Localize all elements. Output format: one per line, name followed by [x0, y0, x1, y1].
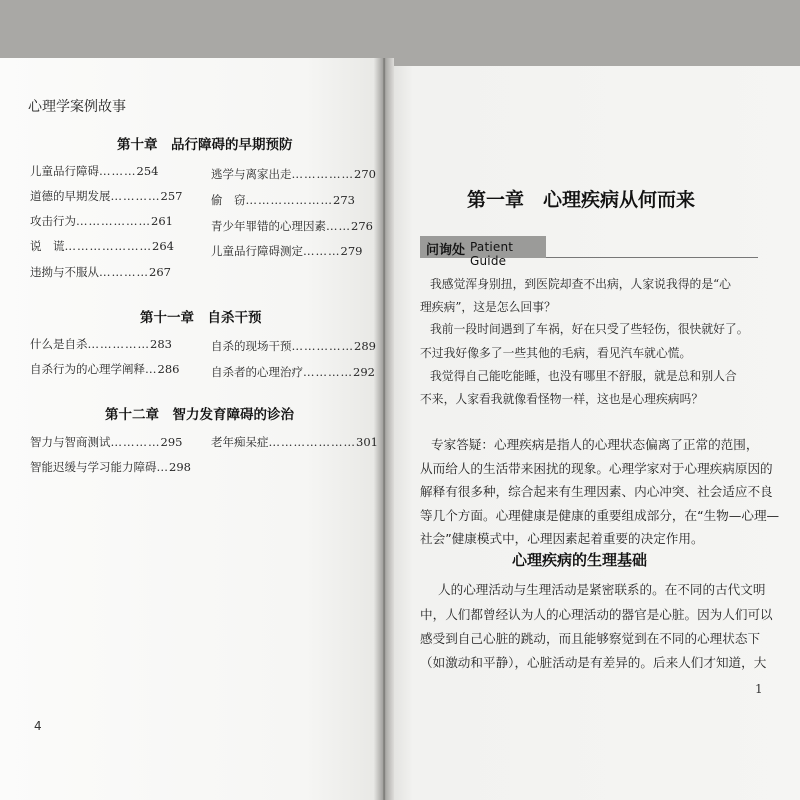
question-line: 我前一段时间遇到了车祸，好在只受了些轻伤，很快就好了。: [430, 322, 749, 336]
banner-rule: [546, 257, 758, 258]
page-number: 4: [34, 719, 42, 733]
toc-entry: 道德的早期发展…………257: [30, 189, 183, 203]
running-header: 心理学案例故事: [28, 99, 126, 115]
chapter-heading: 第一章 心理疾病从何而来: [467, 189, 696, 211]
question-line: 不来，人家看我就像看怪物一样，这也是心理疾病吗？: [420, 392, 704, 406]
toc-entry: 自杀者的心理治疗…………292: [211, 365, 375, 379]
body-line: 中，人们都曾经认为人的心理活动的器官是心脏。因为人们可以: [420, 607, 773, 622]
patient-guide-label-cn: 问询处: [426, 243, 466, 258]
toc-entry: 逃学与离家出走……………270: [211, 167, 376, 181]
toc-entry: 自杀的现场干预……………289: [211, 339, 376, 353]
chapter-title: 第十章 品行障碍的早期预防: [117, 137, 293, 153]
answer-line: 等几个方面。心理健康是健康的重要组成部分，在“生物—心理—: [420, 508, 780, 523]
chapter-title: 第十二章 智力发育障碍的诊治: [105, 407, 294, 423]
question-line: 理疾病”，这是怎么回事？: [420, 300, 556, 314]
toc-entry: 什么是自杀……………283: [30, 337, 172, 351]
toc-entry: 违拗与不服从…………267: [30, 265, 171, 279]
answer-line: 社会”健康模式中，心理因素起着重要的决定作用。: [420, 531, 704, 546]
question-line: 我感觉浑身别扭，到医院却查不出病，人家说我得的是“心: [430, 277, 731, 291]
toc-entry: 智力与智商测试…………295: [30, 435, 183, 449]
toc-entry: 老年痴呆症…………………301: [211, 435, 378, 449]
body-line: （如激动和平静），心脏活动是有差异的。后来人们才知道，大: [420, 655, 767, 670]
patient-guide-label-en: Patient Guide: [470, 240, 514, 268]
book-gutter: [374, 58, 394, 800]
toc-entry: 智能迟缓与学习能力障碍…298: [30, 460, 191, 474]
section-heading: 心理疾病的生理基础: [512, 551, 648, 569]
toc-entry: 儿童品行障碍测定………279: [211, 244, 363, 258]
body-line: 人的心理活动与生理活动是紧密联系的。在不同的古代文明: [438, 582, 766, 597]
toc-entry: 攻击行为………………261: [30, 214, 173, 228]
chapter-title: 第十一章 自杀干预: [140, 310, 262, 326]
patient-guide-banner: [420, 236, 546, 268]
toc-entry: 说 谎…………………264: [30, 239, 174, 253]
toc-entry: 青少年罪错的心理因素……276: [211, 219, 373, 233]
page-number: 1: [755, 682, 763, 696]
answer-line: 解释有很多种，综合起来有生理因素、内心冲突、社会适应不良: [420, 484, 773, 499]
answer-line: 从而给人的生活带来困扰的现象。心理学家对于心理疾病原因的: [420, 461, 773, 476]
toc-entry: 偷 窃…………………273: [211, 193, 355, 207]
question-line: 不过我好像多了一些其他的毛病，看见汽车就心慌。: [420, 346, 692, 360]
right-page: [384, 66, 800, 800]
answer-line: 专家答疑：心理疾病是指人的心理状态偏离了正常的范围，: [431, 437, 759, 452]
question-line: 我觉得自己能吃能睡，也没有哪里不舒服，就是总和别人合: [430, 369, 737, 383]
body-line: 感受到自己心脏的跳动，而且能够察觉到在不同的心理状态下: [420, 631, 761, 646]
toc-entry: 自杀行为的心理学阐释…286: [30, 362, 180, 376]
toc-entry: 儿童品行障碍………254: [30, 164, 159, 178]
